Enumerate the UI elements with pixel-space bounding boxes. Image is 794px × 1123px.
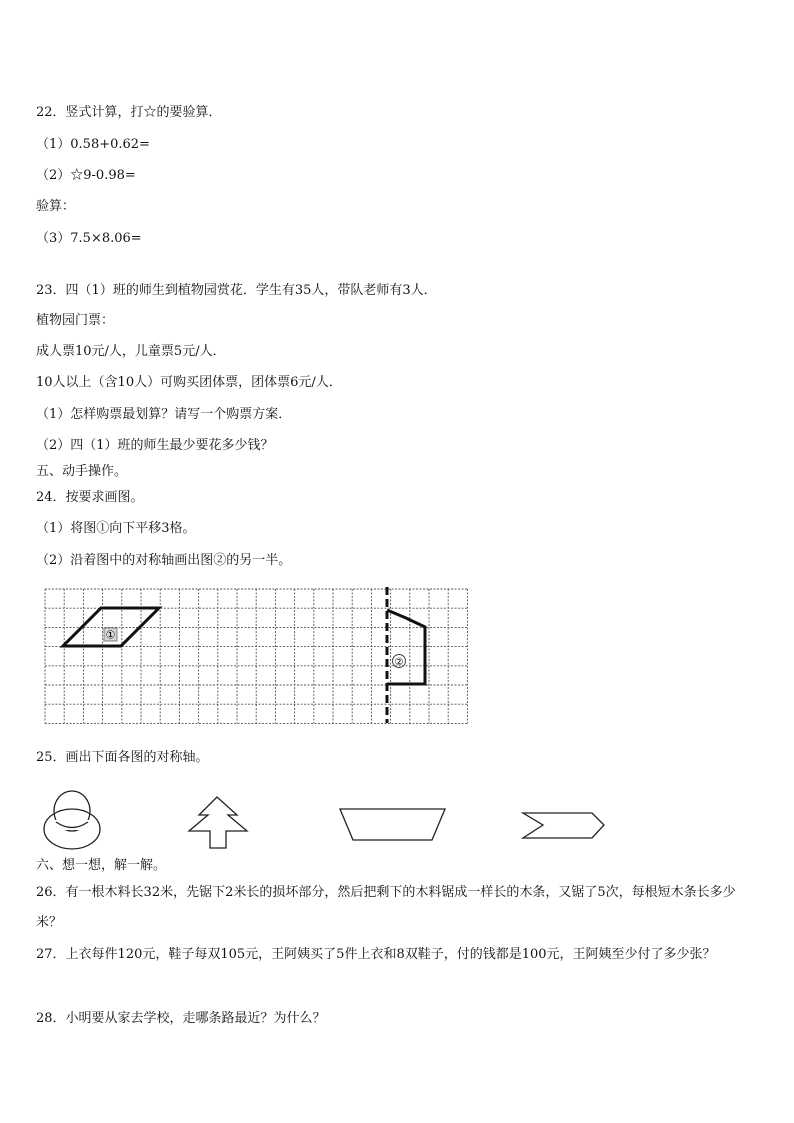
q26-text: 26．有一根木料长32米，先锯下2米长的损坏部分，然后把剩下的木料锯成一样长的木条，又锯了5次，每根短木条长多少米？ <box>36 885 736 930</box>
q22-part1: （1）0.58+0.62= <box>36 137 150 152</box>
q24-title: 24．按要求画图。 <box>36 490 144 505</box>
figure-eight-shape <box>44 791 100 849</box>
q23-part2: （2）四（1）班的师生最少要花多少钱？ <box>36 438 274 453</box>
q24-part1: （1）将图①向下平移3格。 <box>36 521 196 536</box>
q22-title: 22．竖式计算，打☆的要验算． <box>36 105 222 120</box>
q28-text: 28．小明要从家去学校，走哪条路最近？为什么？ <box>36 1011 326 1026</box>
q23-price: 成人票10元/人，儿童票5元/人． <box>36 344 226 359</box>
q22-part2: （2）☆9-0.98= <box>36 168 136 183</box>
tree-shape <box>189 797 247 848</box>
arrow-flag-shape <box>523 813 604 838</box>
q23-ticket-heading: 植物园门票： <box>36 313 115 328</box>
q22-part3: （3）7.5×8.06= <box>36 231 142 246</box>
q25-title: 25．画出下面各图的对称轴。 <box>36 750 209 765</box>
section5-heading: 五、动手操作。 <box>36 464 128 479</box>
q23-part1: （1）怎样购票最划算？请写一个购票方案． <box>36 407 292 422</box>
q24-part2: （2）沿着图中的对称轴画出图②的另一半。 <box>36 553 292 568</box>
figure1-label: ① <box>105 628 116 642</box>
figure2-label: ② <box>394 657 404 668</box>
trapezoid-shape <box>340 809 445 840</box>
section6-heading: 六、想一想，解一解。 <box>36 858 167 873</box>
q22-check-label: 验算： <box>36 199 76 214</box>
q23-title: 23．四（1）班的师生到植物园赏花．学生有35人，带队老师有3人． <box>36 283 437 298</box>
q23-group-ticket: 10人以上（含10人）可购买团体票，团体票6元/人． <box>36 375 342 390</box>
q27-text: 27．上衣每件120元，鞋子每双105元，王阿姨买了5件上衣和8双鞋子，付的钱都是100元，王阿姨至少付了多少张？ <box>36 947 716 962</box>
